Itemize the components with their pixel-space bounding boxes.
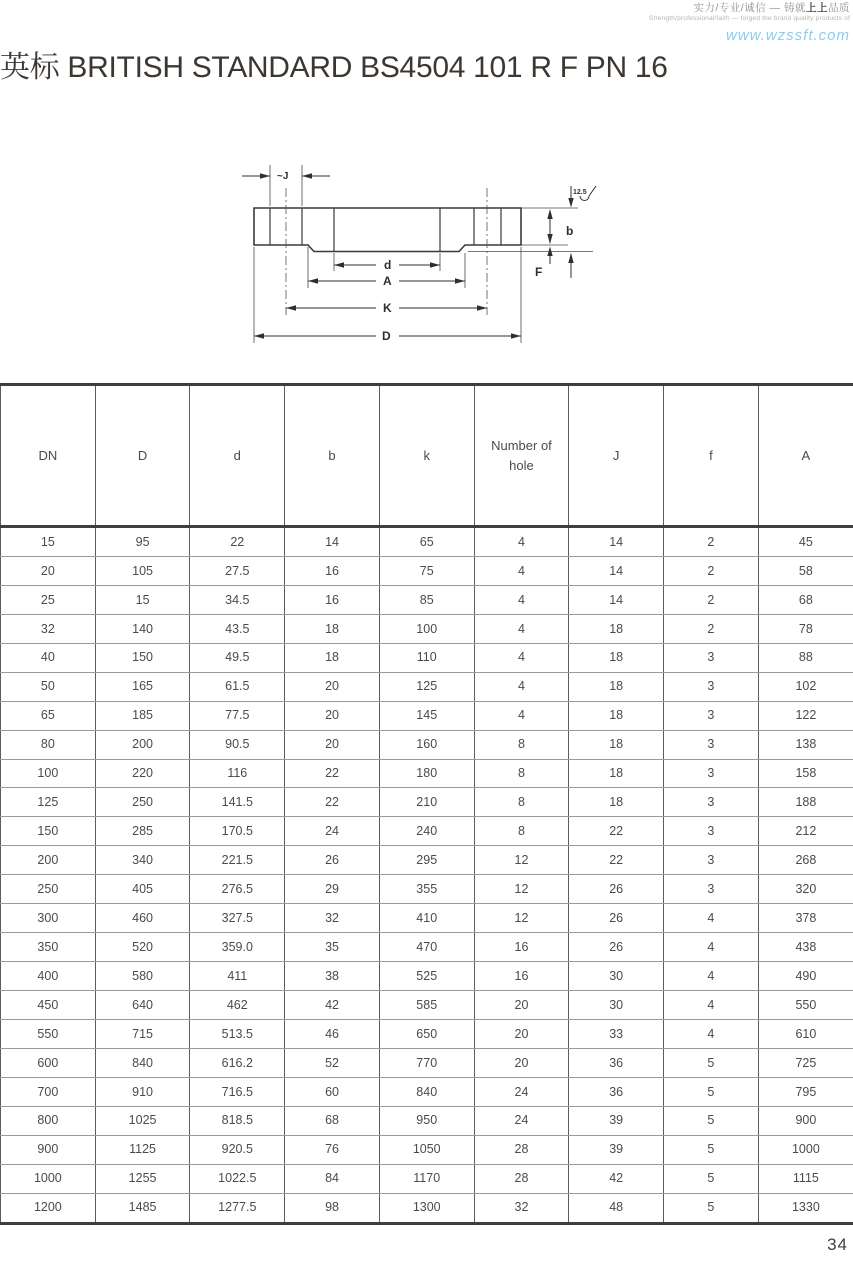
table-cell: 513.5 — [190, 1019, 285, 1048]
table-cell: 400 — [1, 962, 96, 991]
table-cell: 410 — [379, 904, 474, 933]
table-cell: 4 — [664, 962, 759, 991]
table-cell: 68 — [285, 1106, 380, 1135]
dim-label-b: b — [566, 224, 574, 238]
spec-table — [0, 383, 853, 1225]
page-title: 英标 BRITISH STANDARD BS4504 101 R F PN 16 — [0, 51, 668, 84]
brand-block — [649, 2, 850, 44]
table-cell: 220 — [95, 759, 190, 788]
table-cell: 910 — [95, 1077, 190, 1106]
tagline-zh-bold: 上上 — [806, 2, 828, 14]
table-cell: 116 — [190, 759, 285, 788]
table-cell: 340 — [95, 846, 190, 875]
tagline-zh — [649, 2, 850, 14]
table-cell: 200 — [95, 730, 190, 759]
table-cell: 221.5 — [190, 846, 285, 875]
table-cell: 2 — [664, 556, 759, 585]
table-cell: 80 — [1, 730, 96, 759]
table-cell: 14 — [569, 585, 664, 614]
table-cell: 85 — [379, 585, 474, 614]
table-cell: 8 — [474, 817, 569, 846]
table-cell: 39 — [569, 1135, 664, 1164]
table-cell: 29 — [285, 875, 380, 904]
table-cell: 16 — [474, 962, 569, 991]
table-cell: 320 — [758, 875, 853, 904]
table-header — [1, 385, 853, 527]
table-cell: 900 — [1, 1135, 96, 1164]
table-cell: 4 — [474, 556, 569, 585]
table-cell: 4 — [664, 933, 759, 962]
table-cell: 40 — [1, 643, 96, 672]
table-cell: 3 — [664, 672, 759, 701]
table-cell: 580 — [95, 962, 190, 991]
table-row — [1, 933, 853, 962]
table-cell: 550 — [758, 991, 853, 1020]
flange-diagram-svg — [228, 152, 648, 357]
table-cell: 1025 — [95, 1106, 190, 1135]
table-row — [1, 1048, 853, 1077]
table-cell: 98 — [285, 1193, 380, 1223]
table-cell: 33 — [569, 1019, 664, 1048]
table-cell: 28 — [474, 1164, 569, 1193]
table-cell: 28 — [474, 1135, 569, 1164]
column-header: k — [379, 385, 474, 527]
table-cell: 22 — [285, 759, 380, 788]
table-cell: 22 — [569, 817, 664, 846]
table-cell: 550 — [1, 1019, 96, 1048]
table-cell: 188 — [758, 788, 853, 817]
tagline-zh-suffix: 品质 — [828, 2, 850, 14]
table-cell: 490 — [758, 962, 853, 991]
table-cell: 1300 — [379, 1193, 474, 1223]
table-cell: 4 — [474, 701, 569, 730]
table-cell: 470 — [379, 933, 474, 962]
table-cell: 240 — [379, 817, 474, 846]
table-row — [1, 556, 853, 585]
table-cell: 18 — [569, 614, 664, 643]
table-cell: 26 — [569, 933, 664, 962]
table-cell: 210 — [379, 788, 474, 817]
table-cell: 75 — [379, 556, 474, 585]
table-cell: 48 — [569, 1193, 664, 1223]
table-cell: 16 — [285, 585, 380, 614]
table-cell: 5 — [664, 1077, 759, 1106]
table-cell: 640 — [95, 991, 190, 1020]
table-cell: 4 — [664, 904, 759, 933]
table-cell: 610 — [758, 1019, 853, 1048]
table-cell: 5 — [664, 1135, 759, 1164]
table-cell: 22 — [285, 788, 380, 817]
table-row — [1, 788, 853, 817]
table-cell: 4 — [474, 527, 569, 557]
table-cell: 359.0 — [190, 933, 285, 962]
table-cell: 14 — [569, 556, 664, 585]
table-cell: 18 — [285, 614, 380, 643]
table-cell: 50 — [1, 672, 96, 701]
dim-label-f: F — [535, 265, 543, 279]
table-cell: 3 — [664, 643, 759, 672]
table-cell: 18 — [285, 643, 380, 672]
table-cell: 405 — [95, 875, 190, 904]
table-cell: 150 — [95, 643, 190, 672]
table-cell: 42 — [569, 1164, 664, 1193]
table-cell: 110 — [379, 643, 474, 672]
table-cell: 14 — [569, 527, 664, 557]
table-cell: 450 — [1, 991, 96, 1020]
table-cell: 20 — [474, 1048, 569, 1077]
table-cell: 250 — [95, 788, 190, 817]
table-cell: 795 — [758, 1077, 853, 1106]
table-cell: 32 — [474, 1193, 569, 1223]
table-cell: 1000 — [1, 1164, 96, 1193]
table-cell: 35 — [285, 933, 380, 962]
table-cell: 26 — [569, 875, 664, 904]
table-cell: 600 — [1, 1048, 96, 1077]
table-cell: 24 — [474, 1077, 569, 1106]
table-cell: 18 — [569, 643, 664, 672]
table-row — [1, 730, 853, 759]
table-cell: 5 — [664, 1106, 759, 1135]
table-cell: 27.5 — [190, 556, 285, 585]
table-cell: 300 — [1, 904, 96, 933]
table-cell: 3 — [664, 817, 759, 846]
table-cell: 185 — [95, 701, 190, 730]
table-cell: 950 — [379, 1106, 474, 1135]
table-cell: 38 — [285, 962, 380, 991]
table-cell: 900 — [758, 1106, 853, 1135]
table-row — [1, 1164, 853, 1193]
table-cell: 18 — [569, 788, 664, 817]
table-cell: 4 — [474, 643, 569, 672]
table-row — [1, 1106, 853, 1135]
table-cell: 20 — [474, 991, 569, 1020]
table-cell: 1255 — [95, 1164, 190, 1193]
table-cell: 4 — [474, 672, 569, 701]
table-cell: 5 — [664, 1048, 759, 1077]
table-cell: 36 — [569, 1048, 664, 1077]
column-header: D — [95, 385, 190, 527]
table-cell: 525 — [379, 962, 474, 991]
tagline-zh-prefix: 实力/专业/诚信 — 铸就 — [693, 2, 806, 14]
table-cell: 122 — [758, 701, 853, 730]
table-cell: 18 — [569, 730, 664, 759]
table-cell: 725 — [758, 1048, 853, 1077]
table-cell: 32 — [285, 904, 380, 933]
table-row — [1, 585, 853, 614]
dim-label-k: K — [383, 301, 392, 315]
table-cell: 411 — [190, 962, 285, 991]
table-cell: 616.2 — [190, 1048, 285, 1077]
table-cell: 78 — [758, 614, 853, 643]
table-cell: 1000 — [758, 1135, 853, 1164]
table-cell: 58 — [758, 556, 853, 585]
dim-label-a: A — [383, 274, 392, 288]
table-cell: 65 — [1, 701, 96, 730]
table-cell: 65 — [379, 527, 474, 557]
table-cell: 26 — [569, 904, 664, 933]
table-cell: 285 — [95, 817, 190, 846]
table-cell: 102 — [758, 672, 853, 701]
table-cell: 438 — [758, 933, 853, 962]
table-header-row — [1, 385, 853, 527]
table-cell: 15 — [1, 527, 96, 557]
column-header: Number of hole — [474, 385, 569, 527]
table-cell: 15 — [95, 585, 190, 614]
table-cell: 920.5 — [190, 1135, 285, 1164]
table-cell: 160 — [379, 730, 474, 759]
table-cell: 32 — [1, 614, 96, 643]
table-cell: 16 — [474, 933, 569, 962]
table-cell: 60 — [285, 1077, 380, 1106]
table-cell: 268 — [758, 846, 853, 875]
table-cell: 170.5 — [190, 817, 285, 846]
table-row — [1, 643, 853, 672]
column-header: DN — [1, 385, 96, 527]
table-cell: 3 — [664, 759, 759, 788]
table-cell: 840 — [379, 1077, 474, 1106]
table-cell: 52 — [285, 1048, 380, 1077]
table-cell: 45 — [758, 527, 853, 557]
table-cell: 36 — [569, 1077, 664, 1106]
table-cell: 46 — [285, 1019, 380, 1048]
table-cell: 212 — [758, 817, 853, 846]
table-cell: 26 — [285, 846, 380, 875]
table-cell: 8 — [474, 788, 569, 817]
table-cell: 1022.5 — [190, 1164, 285, 1193]
dim-label-d: d — [384, 258, 392, 272]
table-cell: 24 — [285, 817, 380, 846]
table-cell: 4 — [474, 585, 569, 614]
table-cell: 520 — [95, 933, 190, 962]
table-cell: 68 — [758, 585, 853, 614]
table-cell: 49.5 — [190, 643, 285, 672]
table-cell: 1115 — [758, 1164, 853, 1193]
table-cell: 150 — [1, 817, 96, 846]
table-row — [1, 875, 853, 904]
table-cell: 350 — [1, 933, 96, 962]
table-cell: 141.5 — [190, 788, 285, 817]
table-cell: 1050 — [379, 1135, 474, 1164]
table-cell: 140 — [95, 614, 190, 643]
table-cell: 145 — [379, 701, 474, 730]
table-cell: 8 — [474, 759, 569, 788]
table-cell: 105 — [95, 556, 190, 585]
table-cell: 30 — [569, 991, 664, 1020]
table-cell: 3 — [664, 846, 759, 875]
table-cell: 95 — [95, 527, 190, 557]
table-cell: 3 — [664, 788, 759, 817]
table-row — [1, 1019, 853, 1048]
table-cell: 12 — [474, 846, 569, 875]
table-cell: 650 — [379, 1019, 474, 1048]
table-row — [1, 846, 853, 875]
table-row — [1, 962, 853, 991]
table-cell: 18 — [569, 672, 664, 701]
dim-label-j: ~J — [277, 171, 289, 182]
table-cell: 84 — [285, 1164, 380, 1193]
table-cell: 5 — [664, 1193, 759, 1223]
table-cell: 250 — [1, 875, 96, 904]
table-cell: 2 — [664, 614, 759, 643]
table-cell: 138 — [758, 730, 853, 759]
table-cell: 2 — [664, 585, 759, 614]
table-cell: 42 — [285, 991, 380, 1020]
table-cell: 800 — [1, 1106, 96, 1135]
table-cell: 716.5 — [190, 1077, 285, 1106]
flange-outline — [254, 208, 521, 252]
table-cell: 700 — [1, 1077, 96, 1106]
column-header: A — [758, 385, 853, 527]
dim-label-roughness: 12.5 — [573, 189, 587, 196]
table-cell: 378 — [758, 904, 853, 933]
column-header: b — [285, 385, 380, 527]
table-cell: 43.5 — [190, 614, 285, 643]
table-cell: 18 — [569, 701, 664, 730]
table-cell: 22 — [569, 846, 664, 875]
table-cell: 100 — [1, 759, 96, 788]
table-cell: 88 — [758, 643, 853, 672]
table-cell: 30 — [569, 962, 664, 991]
table-row — [1, 904, 853, 933]
table-cell: 39 — [569, 1106, 664, 1135]
column-header: d — [190, 385, 285, 527]
table-cell: 34.5 — [190, 585, 285, 614]
table-cell: 276.5 — [190, 875, 285, 904]
column-header: J — [569, 385, 664, 527]
website-url: www.wzssft.com — [725, 26, 850, 44]
table-cell: 715 — [95, 1019, 190, 1048]
table-row — [1, 1135, 853, 1164]
table-cell: 295 — [379, 846, 474, 875]
table-cell: 125 — [1, 788, 96, 817]
table-cell: 818.5 — [190, 1106, 285, 1135]
table-cell: 18 — [569, 759, 664, 788]
table-cell: 200 — [1, 846, 96, 875]
table-cell: 20 — [285, 701, 380, 730]
table-cell: 1200 — [1, 1193, 96, 1223]
table-row — [1, 817, 853, 846]
table-cell: 3 — [664, 701, 759, 730]
table-row — [1, 759, 853, 788]
table-cell: 25 — [1, 585, 96, 614]
table-cell: 125 — [379, 672, 474, 701]
table-cell: 20 — [474, 1019, 569, 1048]
table-cell: 165 — [95, 672, 190, 701]
table-cell: 327.5 — [190, 904, 285, 933]
table-cell: 12 — [474, 875, 569, 904]
table-cell: 20 — [285, 672, 380, 701]
table-cell: 158 — [758, 759, 853, 788]
table-cell: 2 — [664, 527, 759, 557]
tagline-en: Strength/professional/faith — forged the brand quality products of — [648, 15, 850, 23]
table-cell: 355 — [379, 875, 474, 904]
table-cell: 460 — [95, 904, 190, 933]
table-cell: 5 — [664, 1164, 759, 1193]
table-cell: 1125 — [95, 1135, 190, 1164]
table-cell: 1277.5 — [190, 1193, 285, 1223]
table-cell: 90.5 — [190, 730, 285, 759]
table-cell: 20 — [285, 730, 380, 759]
table-row — [1, 1077, 853, 1106]
table-cell: 12 — [474, 904, 569, 933]
table-cell: 180 — [379, 759, 474, 788]
table-cell: 1170 — [379, 1164, 474, 1193]
table-row — [1, 701, 853, 730]
table-cell: 3 — [664, 730, 759, 759]
table-cell: 840 — [95, 1048, 190, 1077]
table-cell: 22 — [190, 527, 285, 557]
page-number: 34 — [827, 1235, 848, 1254]
table-cell: 76 — [285, 1135, 380, 1164]
table-cell: 4 — [664, 991, 759, 1020]
flange-diagram — [228, 152, 648, 357]
table-cell: 1330 — [758, 1193, 853, 1223]
table-row — [1, 1193, 853, 1223]
table-cell: 3 — [664, 875, 759, 904]
table-cell: 77.5 — [190, 701, 285, 730]
table-cell: 585 — [379, 991, 474, 1020]
table-cell: 24 — [474, 1106, 569, 1135]
table-row — [1, 527, 853, 557]
table-row — [1, 614, 853, 643]
table-cell: 100 — [379, 614, 474, 643]
table-body — [1, 527, 853, 1224]
table-cell: 61.5 — [190, 672, 285, 701]
table-cell: 770 — [379, 1048, 474, 1077]
table-row — [1, 672, 853, 701]
table-cell: 4 — [664, 1019, 759, 1048]
table-cell: 1485 — [95, 1193, 190, 1223]
table-row — [1, 991, 853, 1020]
table-cell: 462 — [190, 991, 285, 1020]
table-cell: 14 — [285, 527, 380, 557]
table-cell: 4 — [474, 614, 569, 643]
table-cell: 8 — [474, 730, 569, 759]
column-header: f — [664, 385, 759, 527]
table-cell: 20 — [1, 556, 96, 585]
dim-label-big-d: D — [382, 329, 391, 343]
table-cell: 16 — [285, 556, 380, 585]
